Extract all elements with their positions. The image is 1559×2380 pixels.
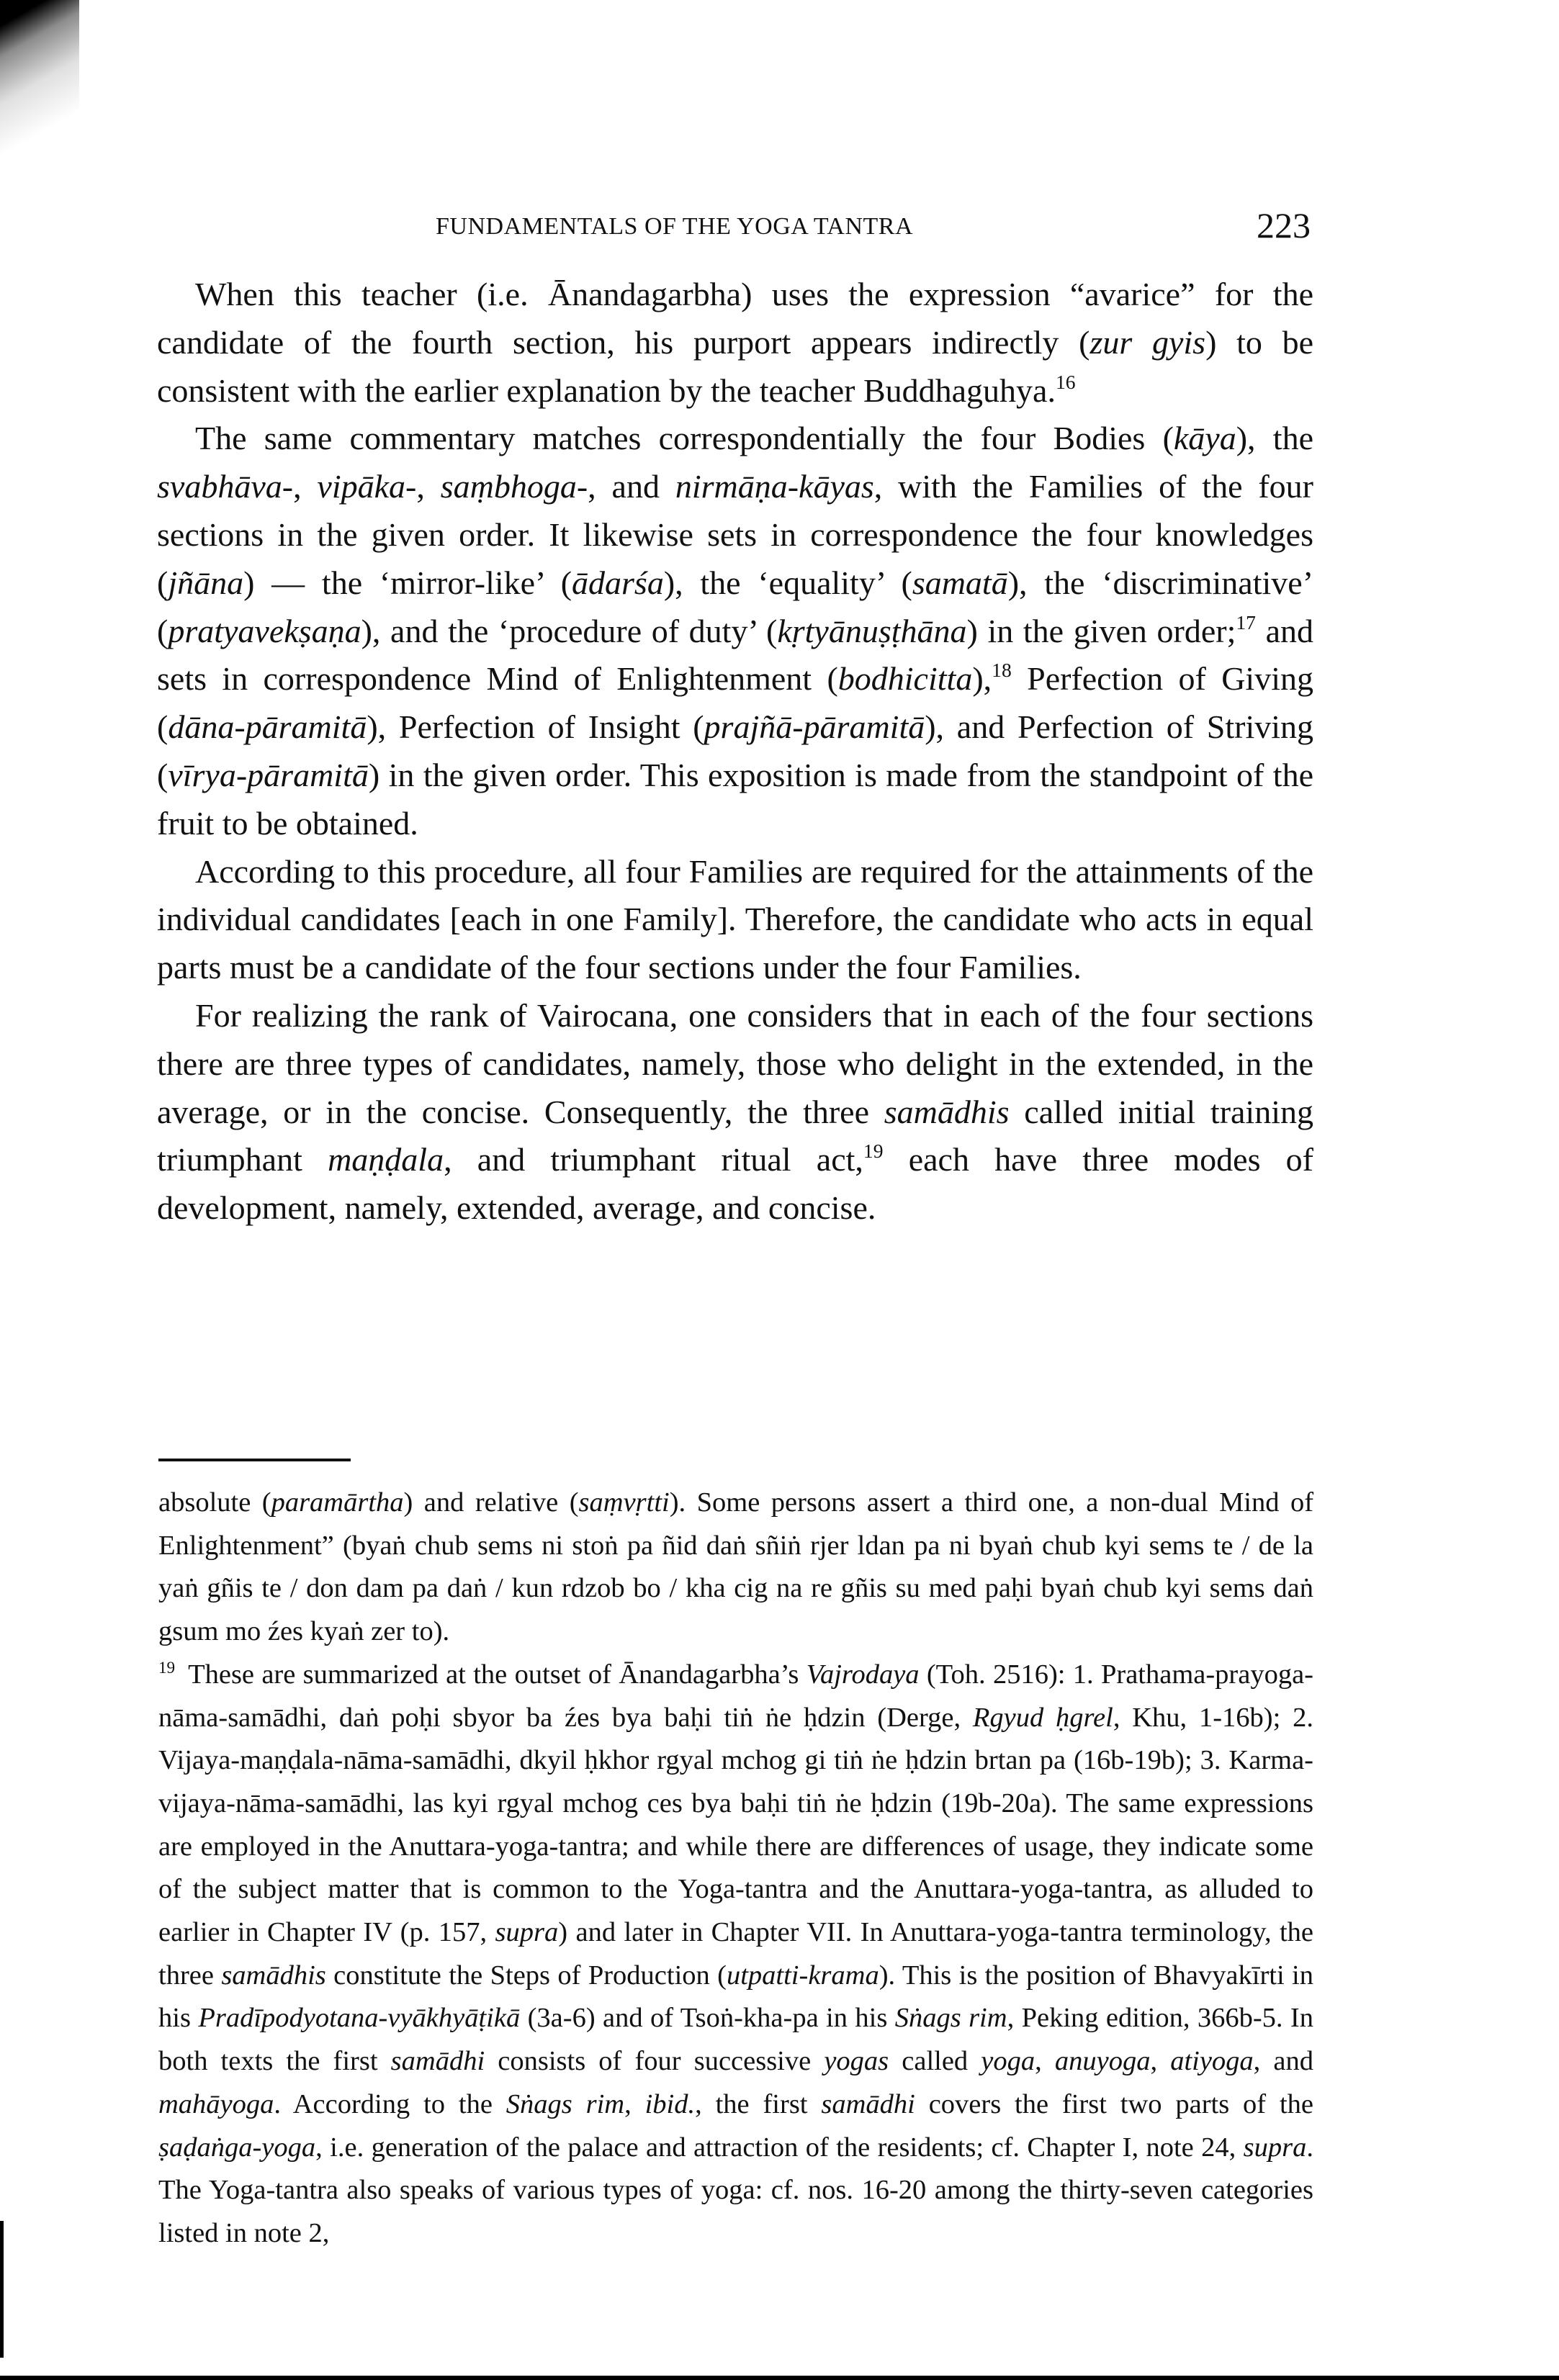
italic-term: saṃvṛtti [578, 1487, 670, 1518]
italic-term: Sṅags rim [506, 2088, 625, 2119]
italic-term: ādarśa [572, 564, 664, 601]
italic-term: samādhi [390, 2046, 485, 2077]
text-run: , the first [695, 2088, 822, 2119]
text-run: ), Perfection of Insight ( [367, 708, 704, 746]
text-run: ), the ‘equality’ ( [663, 564, 912, 601]
running-title: FUNDAMENTALS OF THE YOGA TANTRA [436, 213, 914, 240]
italic-term: jñāna [168, 564, 244, 601]
footnote-19 [158, 1654, 1313, 2255]
scan-corner-shadow [0, 0, 79, 216]
text-run: According to this procedure, all four Families are required for the attainments of the individual candidates [each in one Family]. Therefore, the candidate who acts in equal parts must be a candidate of the four sections under the four Families. [157, 852, 1313, 986]
text-run: ) in the given order. This exposition is made from the standpoint of the fruit to be obtained. [157, 756, 1313, 842]
italic-term: Pradīpodyotana-vyākhyāṭikā [198, 2003, 521, 2034]
paragraph [157, 992, 1313, 1232]
italic-term: yogas [824, 2046, 889, 2077]
italic-term: zur gyis [1089, 323, 1206, 361]
text-run: ). Some persons assert a third one, a non-dual Mind of Enlightenment” (byaṅ chub sems ni stoṅ pa ñid daṅ sñiṅ rjer ldan pa ni byaṅ chub kyi sems te / de la yaṅ gñis te / don dam pa daṅ / kun rdzob bo / kha cig na re gñis su med paḥi byaṅ chub kyi sems daṅ gsum mo źes kyaṅ zer to). [158, 1487, 1314, 1647]
text-run: . The Yoga-tantra also speaks of various types of yoga: cf. nos. 16-20 among the thirty-seven categories listed in note 2, [158, 2132, 1313, 2248]
text-run: each have three modes of development, namely, extended, average, and concise. [157, 1141, 1314, 1227]
text-run: The same commentary matches correspondentially the four Bodies ( [195, 420, 1174, 457]
text-run: covers the first two parts of the [915, 2088, 1314, 2119]
italic-term: yoga [981, 2046, 1035, 2077]
scan-edge-line [0, 2221, 4, 2358]
text-run: ), and the ‘procedure of duty’ ( [361, 612, 778, 649]
italic-term: vīrya-pāramitā [168, 756, 369, 793]
text-run: called [889, 2046, 981, 2077]
italic-term: atiyoga [1170, 2046, 1254, 2077]
text-run: , and [1253, 2046, 1313, 2077]
italic-term: saṃbhoga- [440, 468, 588, 505]
text-run: Perfection of Giving ( [157, 660, 1313, 746]
italic-term: ṣaḍaṅga-yoga [158, 2132, 316, 2163]
text-run: ). This is the position of Bhavyakīrti in his [158, 1960, 1313, 2034]
paragraph [157, 848, 1313, 992]
text-run: . According to the [274, 2088, 506, 2119]
text-run: , [1035, 2046, 1055, 2077]
footnote-reference: 16 [1055, 370, 1076, 393]
text-run: consists of four successive [485, 2046, 825, 2077]
text-run: For realizing the rank of Vairocana, one considers that in each of the four sections there are three types of candidates, namely, those who delight in the extended, in the average, or in the concise. Consequently, the three [157, 996, 1313, 1130]
text-run: ), the ‘discriminative’ ( [157, 564, 1314, 649]
italic-term: samādhi [821, 2088, 915, 2119]
text-run: called initial training triumphant [157, 1093, 1313, 1178]
italic-term: samādhis [884, 1093, 1010, 1130]
scan-bottom-edge [0, 2376, 1559, 2380]
footnote-marker: 19 [158, 1657, 176, 1677]
footnote-separator [158, 1459, 351, 1461]
italic-term: bodhicitta [837, 660, 973, 698]
italic-term: svabhāva- [157, 468, 294, 505]
text-run: These are summarized at the outset of Ānandagarbha’s [188, 1659, 807, 1690]
text-run: , and triumphant ritual act, [444, 1141, 863, 1178]
text-run: ), [972, 660, 992, 698]
italic-term: samādhis [221, 1960, 326, 1991]
italic-term: paramārtha [271, 1487, 404, 1518]
page-number: 223 [1257, 205, 1311, 245]
italic-term: samatā [912, 564, 1008, 601]
italic-term: ibid. [644, 2088, 696, 2119]
text-run: (3a-6) and of Tsoṅ-kha-pa in his [520, 2003, 895, 2034]
text-run: , i.e. generation of the palace and attraction of the residents; cf. Chapter I, note 24, [315, 2132, 1244, 2163]
footnote-reference: 17 [1236, 610, 1256, 634]
text-run: ) to be consistent with the earlier explanation by the teacher Buddhaguhya. [157, 323, 1314, 409]
text-run: ) and relative ( [403, 1487, 579, 1518]
text-run: ) — the ‘mirror-like’ ( [243, 564, 572, 601]
body-text [157, 271, 1313, 1232]
italic-term: kṛtyānuṣṭhāna [777, 612, 967, 649]
text-run: , [624, 2088, 645, 2119]
text-run: ) in the given order; [966, 612, 1236, 649]
footnotes [158, 1482, 1313, 2255]
text-run: , with the Families of the four sections in the given order. It likewise sets in correspondence the four knowledges ( [157, 468, 1313, 601]
footnote-reference: 19 [863, 1140, 884, 1163]
paragraph [157, 415, 1313, 847]
italic-term: vipāka- [317, 468, 417, 505]
text-run: absolute ( [158, 1487, 271, 1518]
italic-term: dāna-pāramitā [168, 708, 367, 746]
italic-term: Vajrodaya [806, 1659, 920, 1690]
italic-term: mahāyoga [158, 2088, 274, 2119]
running-head [436, 205, 1311, 249]
text-run: ), the [1236, 420, 1313, 457]
text-run: When this teacher (i.e. Ānandagarbha) uses the expression “avarice” for the candidate of the fourth section, his purport appears indirectly ( [157, 276, 1313, 361]
italic-term: supra [1243, 2132, 1307, 2163]
text-run: constitute the Steps of Production ( [325, 1960, 727, 1991]
italic-term: pratyavekṣaṇa [168, 612, 361, 649]
text-run: , Peking edition, 366b-5. In both texts the first [158, 2003, 1313, 2077]
text-run: (Toh. 2516): 1. Prathama-prayoga-nāma-samādhi, daṅ poḥi sbyor ba źes bya baḥi tiṅ ṅe ḥdzin (Derge, [158, 1659, 1313, 1733]
italic-term: kāya [1173, 420, 1236, 457]
text-run: and sets in correspondence Mind of Enlightenment ( [157, 612, 1313, 698]
italic-term: prajñā-pāramitā [704, 708, 925, 746]
italic-term: utpatti-krama [726, 1960, 879, 1991]
italic-term: maṇḍala [328, 1141, 444, 1178]
text-run: , [416, 468, 441, 505]
footnote-reference: 18 [992, 659, 1012, 682]
text-run: , [1150, 2046, 1171, 2077]
italic-term: nirmāṇa-kāyas [675, 468, 874, 505]
footnote-18-continued [158, 1482, 1313, 1654]
text-run: ), and Perfection of Striving ( [157, 708, 1313, 793]
text-run: , Khu, 1-16b); 2. Vijaya-maṇḍala-nāma-samādhi, dkyil ḥkhor rgyal mchog gi tiṅ ṅe ḥdzin brtan pa (16b-19b); 3. Karma-vijaya-nāma-samādhi, las kyi rgyal mchog ces bya baḥi tiṅ ṅe ḥdzin (19b-20a). The same expressions are employed in the Anuttara-yoga-tantra; and while there are differences of usage, they indicate some of the subject matter that is common to the Yoga-tantra and the Anuttara-yoga-tantra, as alluded to earlier in Chapter IV (p. 157, [158, 1702, 1313, 1948]
italic-term: Sṅags rim [894, 2003, 1007, 2034]
text-run: , and [588, 468, 675, 505]
italic-term: Rgyud ḥgrel [972, 1702, 1113, 1733]
italic-term: supra [495, 1917, 559, 1948]
text-run: , [293, 468, 318, 505]
text-run: ) and later in Chapter VII. In Anuttara-yoga-tantra terminology, the three [158, 1917, 1314, 1991]
italic-term: anuyoga [1054, 2046, 1151, 2077]
paragraph [157, 271, 1313, 415]
